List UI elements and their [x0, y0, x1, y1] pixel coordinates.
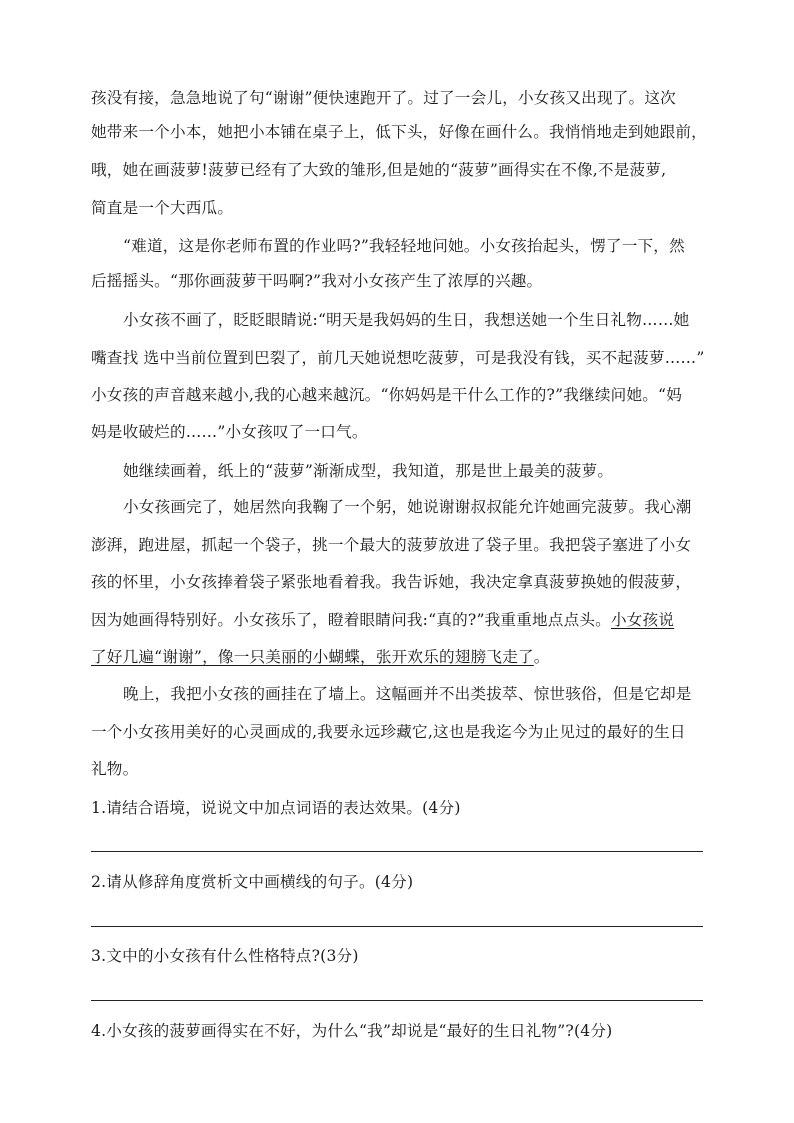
plain-text: 。 — [533, 648, 550, 666]
answer-line-3 — [91, 1000, 703, 1001]
plain-text: 因为她画得特别好。小女孩乐了，瞪着眼睛问我:“真的?”我重重地点点头。 — [91, 611, 611, 629]
paragraph-line: 哦，她在画菠萝!菠萝已经有了大致的雏形,但是她的“菠萝”画得实在不像,不是菠萝, — [91, 161, 667, 179]
question-4: 4.小女孩的菠萝画得实在不好，为什么“我”却说是“最好的生日礼物”?(4分) — [91, 1022, 613, 1040]
paragraph-line: 妈是收破烂的……”小女孩叹了一口气。 — [91, 423, 368, 441]
paragraph-line: 澎湃，跑进屋，抓起一个袋子，挑一个最大的菠萝放进了袋子里。我把袋子塞进了小女 — [91, 536, 692, 554]
paragraph-line: 小女孩画完了，她居然向我鞠了一个躬，她说谢谢叔叔能允许她画完菠萝。我心潮 — [123, 498, 692, 516]
paragraph-line: 嘴查找 选中当前位置到巴裂了，前几天她说想吃菠萝，可是我没有钱，买不起菠萝……” — [91, 349, 705, 367]
paragraph-line — [91, 647, 550, 667]
question-1: 1.请结合语境，说说文中加点词语的表达效果。(4分) — [91, 799, 461, 817]
paragraph-line: 她继续画着，纸上的“菠萝”渐渐成型，我知道，那是世上最美的菠萝。 — [123, 462, 614, 480]
paragraph-line: 小女孩不画了，眨眨眼睛说:“明天是我妈妈的生日，我想送她一个生日礼物……她 — [123, 311, 690, 329]
underlined-sentence: 了好几遍“谢谢”，像一只美丽的小蝴蝶，张开欢乐的翅膀飞走了 — [91, 648, 534, 666]
paragraph-line: 礼物。 — [91, 760, 139, 778]
question-3: 3.文中的小女孩有什么性格特点?(3分) — [91, 947, 359, 965]
paragraph-line: 小女孩的声音越来越小,我的心越来越沉。“你妈妈是干什么工作的?”我继续问她。“妈 — [91, 386, 683, 404]
question-2: 2.请从修辞角度赏析文中画横线的句子。(4分) — [91, 873, 414, 891]
answer-line-1 — [91, 851, 703, 852]
underlined-sentence: 小女孩说 — [610, 611, 675, 629]
answer-line-2 — [91, 926, 703, 927]
paragraph-line: 晚上，我把小女孩的画挂在了墙上。这幅画并不出类拔萃、惊世骇俗，但是它却是 — [123, 685, 692, 703]
paragraph-line: “难道，这是你老师布置的作业吗?”我轻轻地问她。小女孩抬起头，愣了一下，然 — [123, 237, 685, 255]
paragraph-line: 孩没有接，急急地说了句“谢谢”便快速跑开了。过了一会儿，小女孩又出现了。这次 — [91, 89, 676, 107]
paragraph-line — [91, 610, 674, 630]
paragraph-line: 后摇摇头。“那你画菠萝干吗啊?”我对小女孩产生了浓厚的兴趣。 — [91, 272, 543, 290]
paragraph-line: 一个小女孩用美好的心灵画成的,我要永远珍藏它,这也是我迄今为止见过的最好的生日 — [91, 723, 686, 741]
paragraph-line: 简直是一个大西瓜。 — [91, 199, 234, 217]
paragraph-line: 她带来一个小本，她把小本铺在桌子上，低下头，好像在画什么。我悄悄地走到她跟前， — [91, 123, 707, 141]
paragraph-line: 孩的怀里，小女孩捧着袋子紧张地看着我。我告诉她，我决定拿真菠萝换她的假菠萝， — [91, 573, 692, 591]
